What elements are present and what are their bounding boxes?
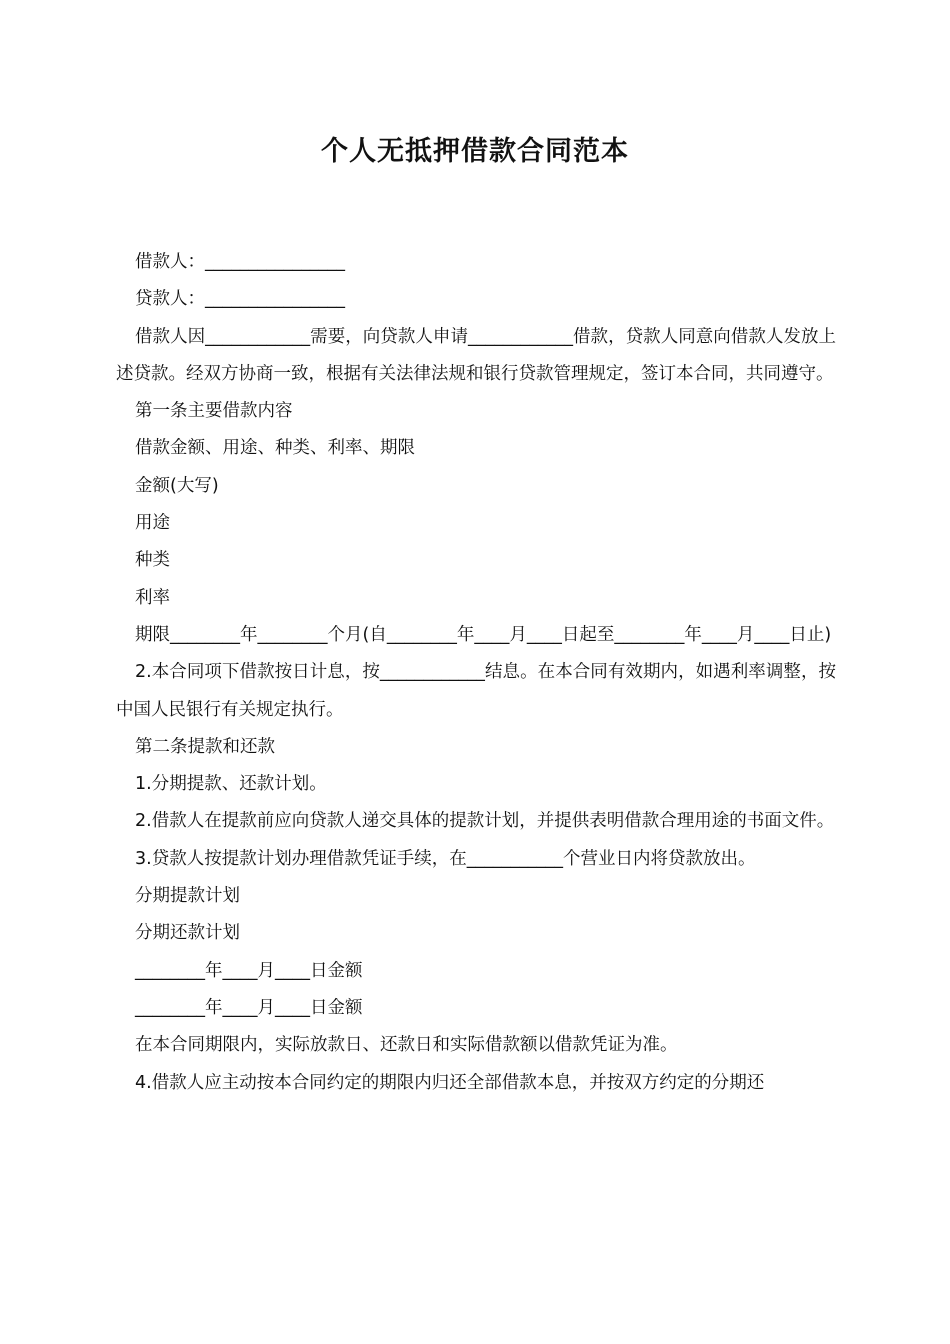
- plan-date-line-2: ________年____月____日金额: [135, 997, 363, 1018]
- interest-rate-line: 利率: [135, 587, 170, 608]
- repayment-plan-heading: 分期还款计划: [135, 923, 240, 944]
- article-2-heading: 第二条提款和还款: [135, 736, 275, 757]
- loan-terms-line: 借款金额、用途、种类、利率、期限: [135, 438, 415, 459]
- borrower-line: 借款人：________________: [135, 252, 345, 272]
- clause-2: 2.借款人在提款前应向贷款人递交具体的提款计划，并提供表明借款合理用途的书面文件。: [135, 811, 835, 832]
- term-line: 期限________年________个月(自________年____月____日起至________年____月____日止): [135, 624, 832, 645]
- document-title: 个人无抵押借款合同范本: [321, 136, 629, 167]
- clause-1: 1.分期提款、还款计划。: [135, 774, 327, 795]
- clause-3: 3.贷款人按提款计划办理借款凭证手续，在___________个营业日内将贷款放出。: [135, 848, 756, 869]
- plan-date-line-1: ________年____月____日金额: [135, 960, 363, 981]
- lender-line: 贷款人：________________: [135, 289, 345, 310]
- voucher-clause: 在本合同期限内，实际放款日、还款日和实际借款额以借款凭证为准。: [135, 1035, 678, 1056]
- article-1-heading: 第一条主要借款内容: [135, 401, 293, 422]
- preamble-paragraph: 借款人因____________需要，向贷款人申请____________借款，贷款人同意向借款人发放上述贷款。经双方协商一致，根据有关法律法规和银行贷款管理规定，签订本合同，共同遵守。: [116, 326, 836, 384]
- type-line: 种类: [135, 550, 170, 571]
- interest-clause: 2.本合同项下借款按日计息，按____________结息。在本合同有效期内，如遇利率调整，按中国人民银行有关规定执行。: [116, 662, 836, 720]
- clause-4: 4.借款人应主动按本合同约定的期限内归还全部借款本息，并按双方约定的分期还: [135, 1072, 765, 1093]
- purpose-line: 用途: [135, 513, 170, 534]
- withdrawal-plan-heading: 分期提款计划: [135, 886, 240, 907]
- document-body: [116, 244, 836, 1102]
- amount-line: 金额(大写): [135, 475, 219, 496]
